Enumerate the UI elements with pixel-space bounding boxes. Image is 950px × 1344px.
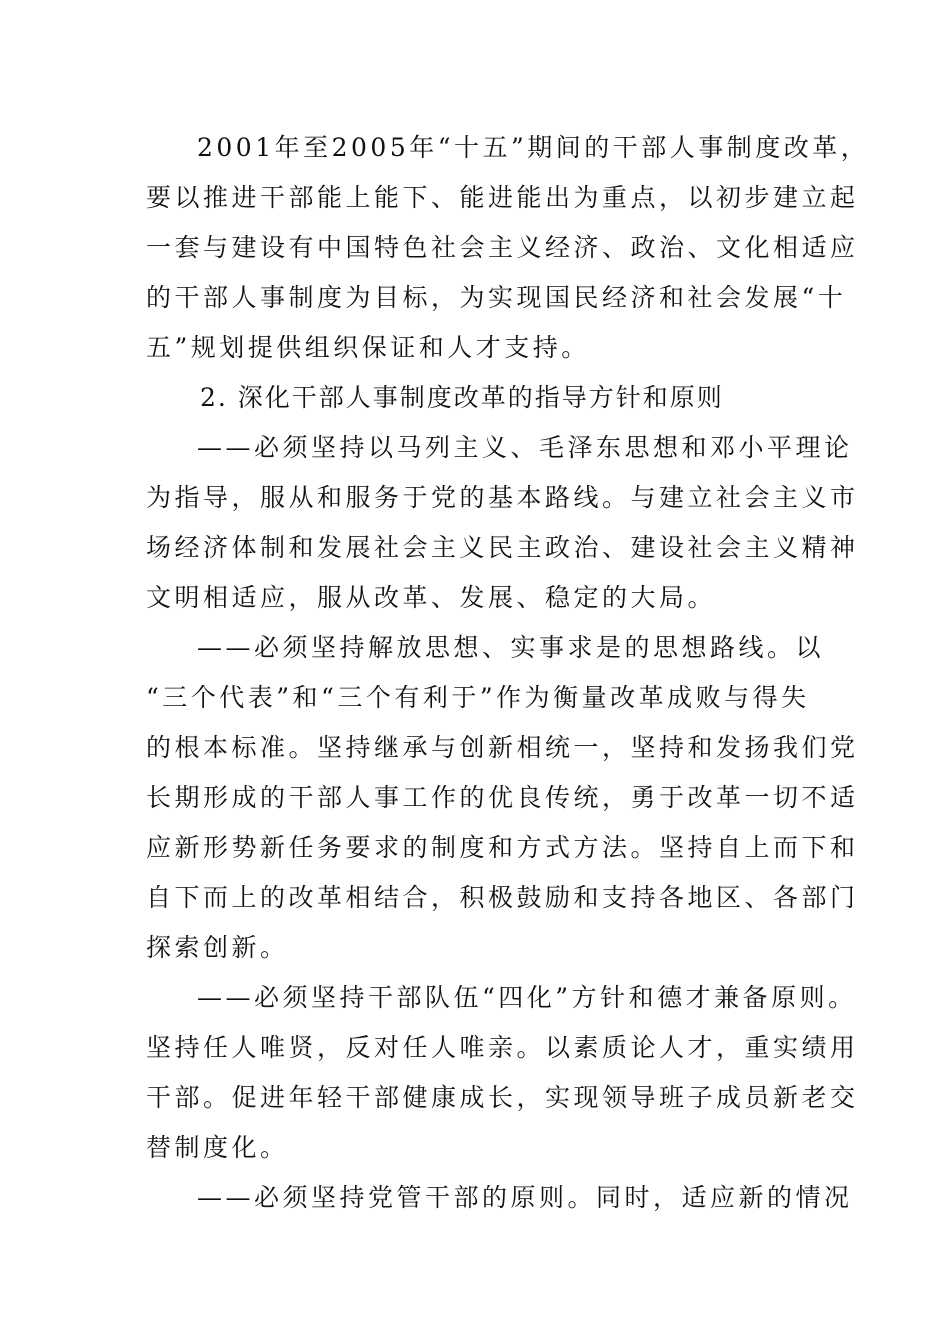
text-line: 探索创新。 — [146, 933, 289, 962]
text-line: ——必须坚持干部队伍“四化”方针和德才兼备原则。 — [197, 983, 857, 1012]
text-line: ——必须坚持解放思想、实事求是的思想路线。以 — [197, 633, 825, 662]
text-line: 干部。促进年轻干部健康成长，实现领导班子成员新老交 — [146, 1083, 859, 1112]
text-line: 的根本标准。坚持继承与创新相统一，坚持和发扬我们党 — [146, 733, 859, 762]
text-line: 长期形成的干部人事工作的优良传统，勇于改革一切不适 — [146, 783, 859, 812]
section-heading: 2. 深化干部人事制度改革的指导方针和原则 — [200, 383, 724, 412]
text-line: 2001年至2005年“十五”期间的干部人事制度改革， — [197, 133, 870, 162]
text-line: 为指导，服从和服务于党的基本路线。与建立社会主义市 — [146, 483, 859, 512]
text-line: 要以推进干部能上能下、能进能出为重点，以初步建立起 — [146, 183, 859, 212]
text-line: 的干部人事制度为目标，为实现国民经济和社会发展“十 — [146, 283, 847, 312]
text-line: 替制度化。 — [146, 1133, 289, 1162]
text-line: 文明相适应，服从改革、发展、稳定的大局。 — [146, 583, 717, 612]
text-line: 自下而上的改革相结合，积极鼓励和支持各地区、各部门 — [146, 883, 859, 912]
text-line: ——必须坚持党管干部的原则。同时，适应新的情况 — [197, 1183, 853, 1212]
text-line: “三个代表”和“三个有利于”作为衡量改革成败与得失 — [146, 683, 810, 712]
text-line: 坚持任人唯贤，反对任人唯亲。以素质论人才，重实绩用 — [146, 1033, 859, 1062]
text-line: ——必须坚持以马列主义、毛泽东思想和邓小平理论 — [197, 433, 853, 462]
text-line: 场经济体制和发展社会主义民主政治、建设社会主义精神 — [146, 533, 859, 562]
text-line: 应新形势新任务要求的制度和方式方法。坚持自上而下和 — [146, 833, 859, 862]
text-line: 五”规划提供组织保证和人才支持。 — [146, 333, 590, 362]
text-line: 一套与建设有中国特色社会主义经济、政治、文化相适应 — [146, 233, 859, 262]
